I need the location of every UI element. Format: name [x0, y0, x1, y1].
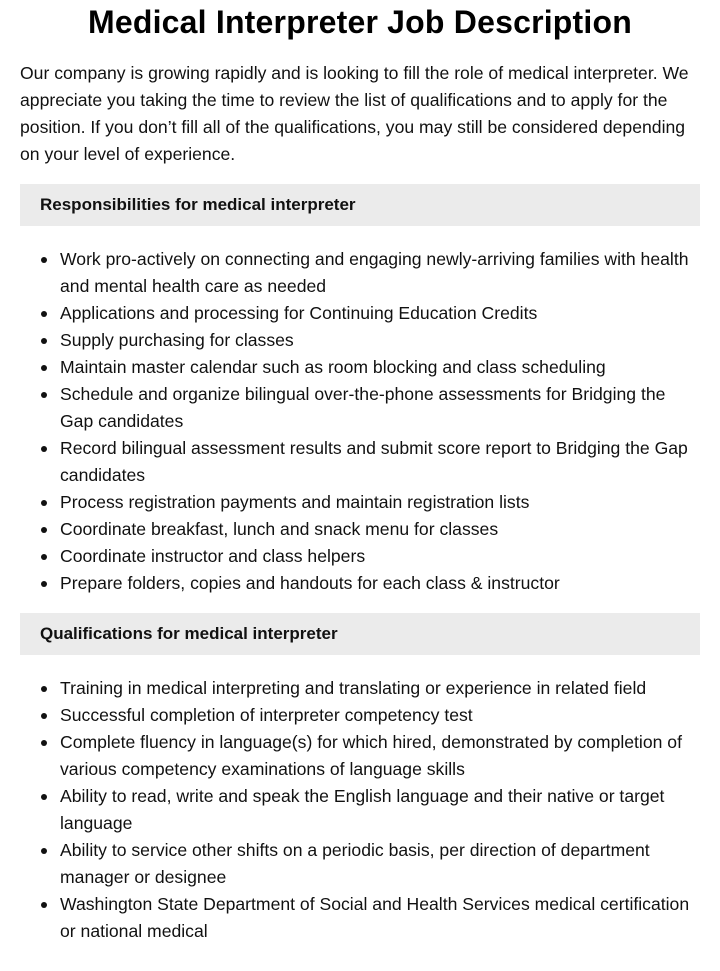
list-item: Applications and processing for Continuing Education Credits [60, 300, 700, 327]
list-item: Maintain master calendar such as room blocking and class scheduling [60, 354, 700, 381]
list-item: Coordinate instructor and class helpers [60, 543, 700, 570]
list-item: Ability to service other shifts on a periodic basis, per direction of department manager or designee [60, 837, 700, 891]
list-item: Ability to read, write and speak the English language and their native or target language [60, 783, 700, 837]
list-item: Prepare folders, copies and handouts for each class & instructor [60, 570, 700, 597]
qualifications-list [20, 675, 700, 945]
qualifications-heading: Qualifications for medical interpreter [20, 613, 700, 655]
page-title: Medical Interpreter Job Description [87, 4, 632, 40]
list-item: Training in medical interpreting and translating or experience in related field [60, 675, 700, 702]
list-item: Coordinate breakfast, lunch and snack menu for classes [60, 516, 700, 543]
list-item: Complete fluency in language(s) for which hired, demonstrated by completion of various competency examinations of language skills [60, 729, 700, 783]
responsibilities-heading: Responsibilities for medical interpreter [20, 184, 700, 226]
responsibilities-list [20, 246, 700, 597]
list-item: Supply purchasing for classes [60, 327, 700, 354]
list-item: Schedule and organize bilingual over-the-phone assessments for Bridging the Gap candidates [60, 381, 700, 435]
intro-paragraph: Our company is growing rapidly and is looking to fill the role of medical interpreter. We appreciate you taking the time to review the list of qualifications and to apply for the position. If you don’t fill all of the qualifications, you may still be considered depending on your level of experience. [20, 63, 689, 164]
list-item: Washington State Department of Social and Health Services medical certification or national medical [60, 891, 700, 945]
list-item: Work pro-actively on connecting and engaging newly-arriving families with health and mental health care as needed [60, 246, 700, 300]
list-item: Successful completion of interpreter competency test [60, 702, 700, 729]
list-item: Record bilingual assessment results and submit score report to Bridging the Gap candidates [60, 435, 700, 489]
list-item: Process registration payments and maintain registration lists [60, 489, 700, 516]
